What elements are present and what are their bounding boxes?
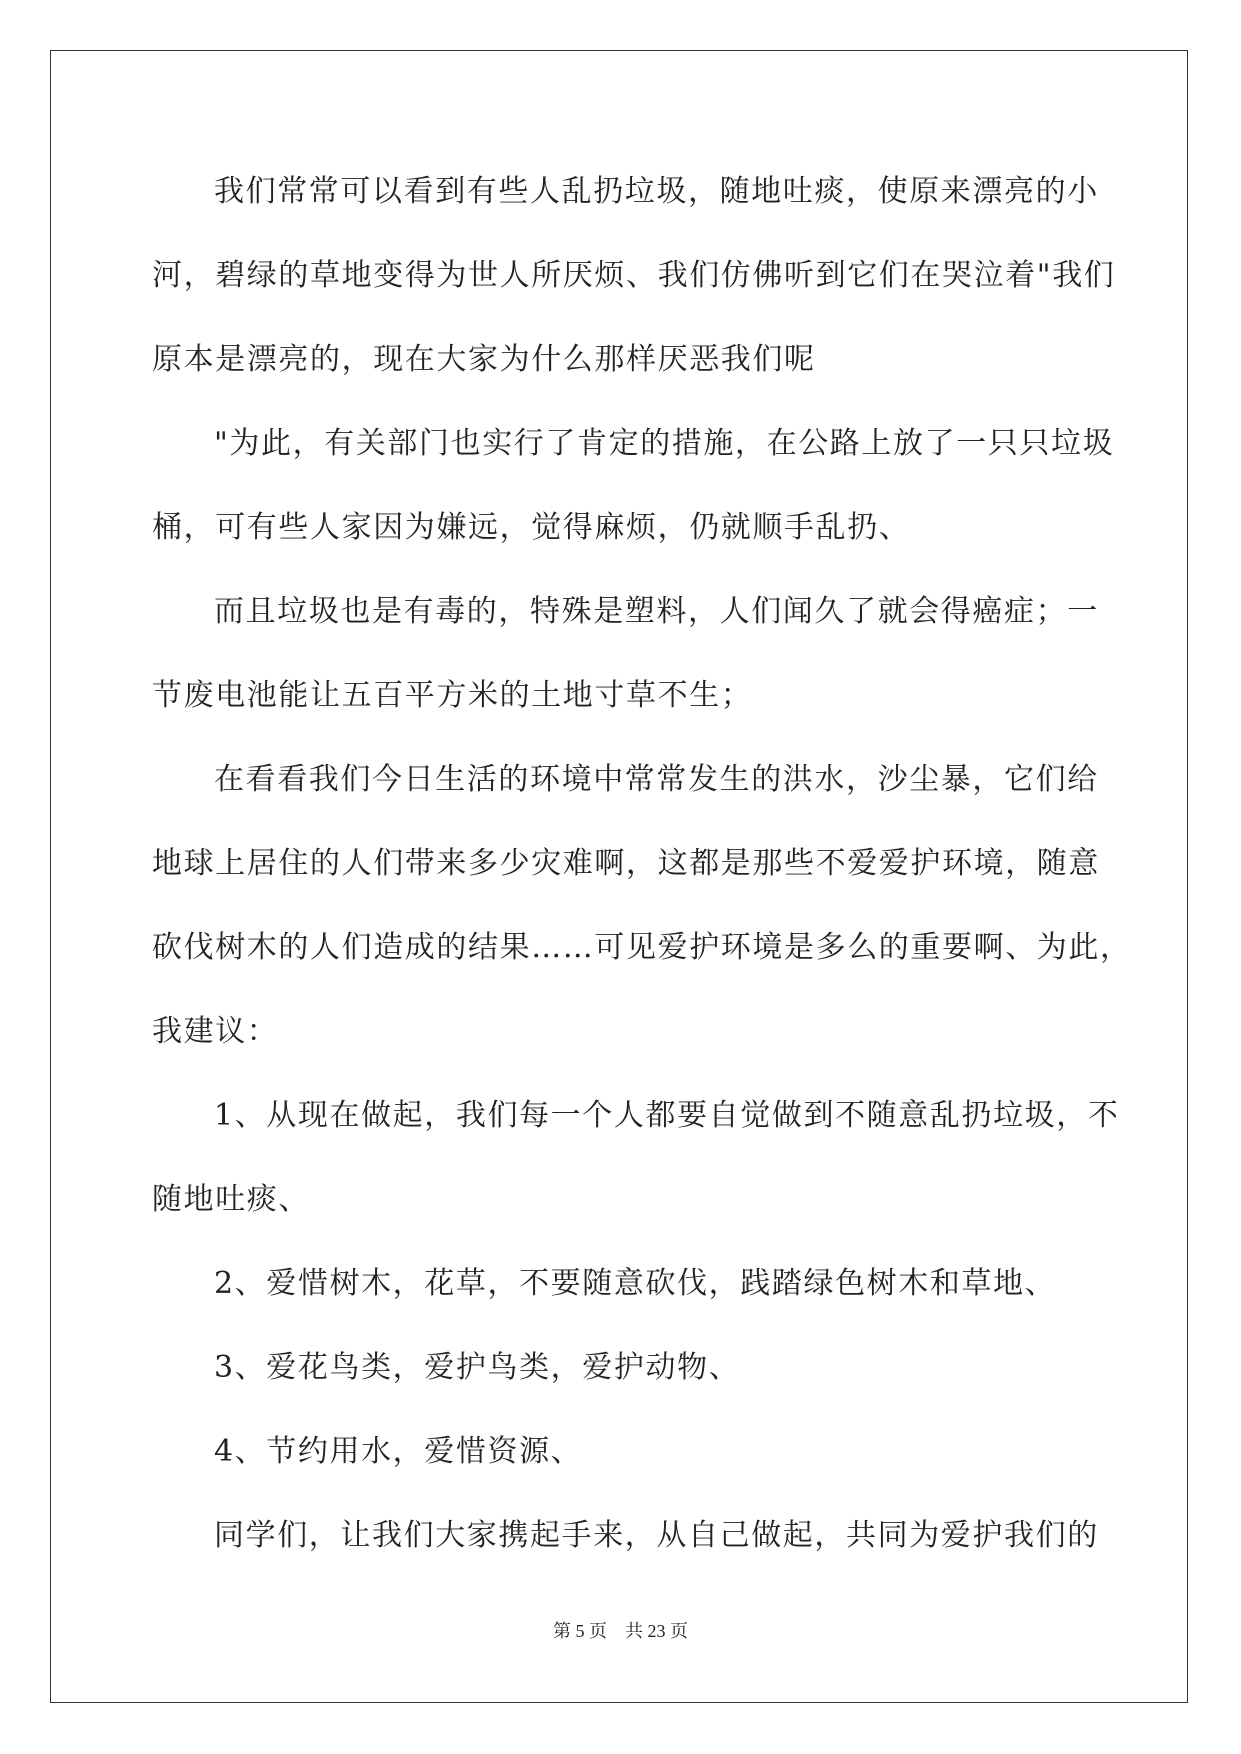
document-body — [152, 150, 1132, 1578]
paragraph-line: "为此，有关部门也实行了肯定的措施，在公路上放了一只只垃圾 — [214, 426, 1115, 461]
list-item-line: 随地吐痰、 — [152, 1182, 310, 1217]
paragraph-line: 原本是漂亮的，现在大家为什么那样厌恶我们呢 — [152, 342, 816, 377]
paragraph-line: 地球上居住的人们带来多少灾难啊，这都是那些不爱爱护环境，随意 — [152, 846, 1100, 881]
paragraph-line: 我们常常可以看到有些人乱扔垃圾，随地吐痰，使原来漂亮的小 — [214, 174, 1099, 209]
page-total: 共 23 页 — [625, 1621, 688, 1641]
list-item-line: 3、爱花鸟类，爱护鸟类，爱护动物、 — [214, 1350, 741, 1385]
list-item-line: 2、爱惜树木，花草，不要随意砍伐，践踏绿色树木和草地、 — [214, 1266, 1057, 1301]
paragraph-line: 我建议： — [152, 1014, 279, 1049]
list-item-line: 1、从现在做起，我们每一个人都要自觉做到不随意乱扔垃圾，不 — [214, 1098, 1120, 1133]
paragraph-line: 而且垃圾也是有毒的，特殊是塑料，人们闻久了就会得癌症；一 — [214, 594, 1099, 629]
paragraph-line: 河，碧绿的草地变得为世人所厌烦、我们仿佛听到它们在哭泣着"我们 — [152, 258, 1116, 293]
paragraph-line: 节废电池能让五百平方米的土地寸草不生； — [152, 678, 753, 713]
paragraph-line: 砍伐树木的人们造成的结果……可见爱护环境是多么的重要啊、为此， — [152, 930, 1132, 965]
list-item-line: 4、节约用水，爱惜资源、 — [214, 1434, 583, 1469]
paragraph-line: 桶，可有些人家因为嫌远，觉得麻烦，仍就顺手乱扔、 — [152, 510, 911, 545]
paragraph-line: 同学们，让我们大家携起手来，从自己做起，共同为爱护我们的 — [214, 1518, 1099, 1553]
page-footer — [0, 1617, 1241, 1643]
page-number: 第 5 页 — [553, 1621, 607, 1641]
paragraph-line: 在看看我们今日生活的环境中常常发生的洪水，沙尘暴，它们给 — [214, 762, 1099, 797]
